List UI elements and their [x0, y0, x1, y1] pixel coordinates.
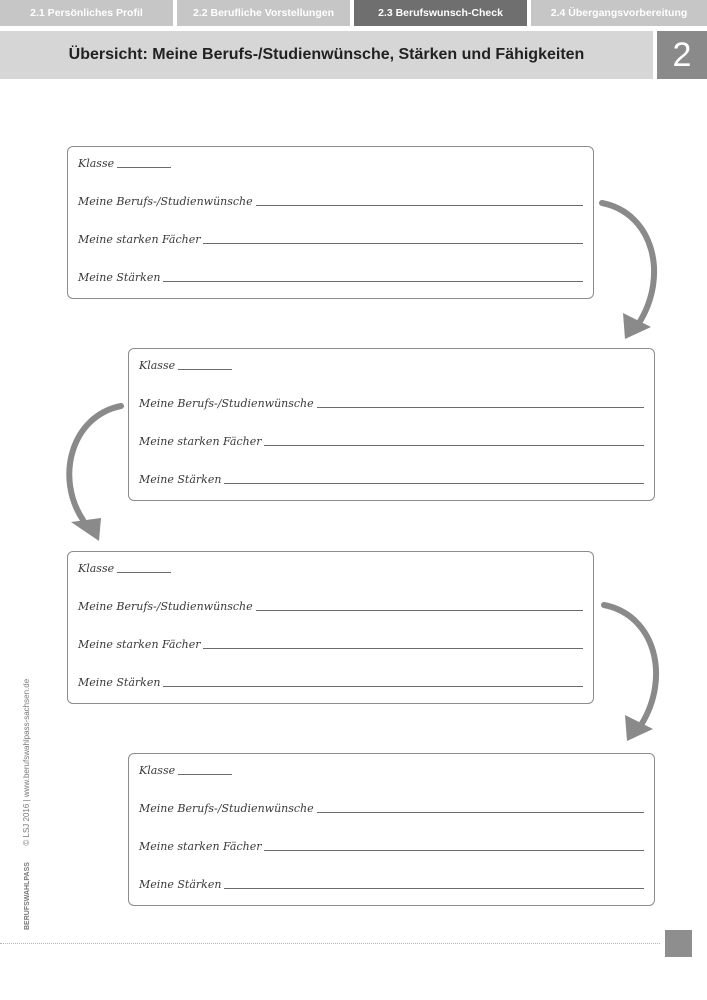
wuensche-row	[139, 397, 644, 410]
klasse-row	[139, 359, 232, 372]
staerken-field[interactable]	[163, 281, 583, 282]
tab-persoenliches-profil[interactable]: 2.1 Persönliches Profil	[0, 0, 173, 26]
klasse-field[interactable]	[117, 167, 171, 168]
faecher-label: Meine starken Fächer	[139, 840, 262, 853]
form-card-2	[128, 348, 655, 501]
side-footer	[22, 679, 31, 930]
faecher-label: Meine starken Fächer	[78, 233, 201, 246]
klasse-label: Klasse	[139, 359, 176, 372]
staerken-field[interactable]	[224, 483, 644, 484]
staerken-label: Meine Stärken	[139, 878, 222, 891]
separator: |	[22, 799, 31, 802]
wuensche-row	[139, 802, 644, 815]
wuensche-field[interactable]	[256, 610, 583, 611]
faecher-label: Meine starken Fächer	[78, 638, 201, 651]
form-card-3	[67, 551, 594, 704]
chapter-number: 2	[657, 31, 707, 79]
wuensche-field[interactable]	[256, 205, 583, 206]
staerken-row	[78, 676, 583, 689]
faecher-label: Meine starken Fächer	[139, 435, 262, 448]
staerken-field[interactable]	[224, 888, 644, 889]
klasse-row	[139, 764, 232, 777]
staerken-field[interactable]	[163, 686, 583, 687]
staerken-row	[139, 878, 644, 891]
wuensche-label: Meine Berufs-/Studienwünsche	[139, 397, 314, 410]
tab-berufswunsch-check[interactable]: 2.3 Berufswunsch-Check	[354, 0, 527, 26]
wuensche-row	[78, 195, 583, 208]
klasse-field[interactable]	[117, 572, 171, 573]
title-bar	[0, 31, 653, 79]
klasse-row	[78, 562, 171, 575]
staerken-label: Meine Stärken	[78, 271, 161, 284]
faecher-field[interactable]	[264, 850, 644, 851]
wuensche-field[interactable]	[317, 407, 644, 408]
faecher-field[interactable]	[203, 648, 583, 649]
tab-berufliche-vorstellungen[interactable]: 2.2 Berufliche Vorstellungen	[177, 0, 350, 26]
page-marker	[665, 930, 692, 957]
staerken-row	[139, 473, 644, 486]
klasse-label: Klasse	[78, 157, 115, 170]
wuensche-label: Meine Berufs-/Studienwünsche	[78, 195, 253, 208]
wuensche-field[interactable]	[317, 812, 644, 813]
faecher-field[interactable]	[203, 243, 583, 244]
curved-arrow-right-2	[597, 597, 672, 747]
wuensche-row	[78, 600, 583, 613]
klasse-label: Klasse	[139, 764, 176, 777]
klasse-label: Klasse	[78, 562, 115, 575]
brand-logo: BERUFSWAHLPASS	[24, 862, 31, 930]
faecher-row	[78, 233, 583, 246]
staerken-row	[78, 271, 583, 284]
klasse-row	[78, 157, 171, 170]
form-card-4	[128, 753, 655, 906]
footer-divider	[0, 943, 660, 944]
klasse-field[interactable]	[178, 774, 232, 775]
faecher-field[interactable]	[264, 445, 644, 446]
klasse-field[interactable]	[178, 369, 232, 370]
curved-arrow-left	[55, 398, 130, 548]
faecher-row	[139, 435, 644, 448]
tab-uebergangsvorbereitung[interactable]: 2.4 Übergangsvorbereitung	[531, 0, 707, 26]
curved-arrow-right-1	[595, 195, 670, 345]
wuensche-label: Meine Berufs-/Studienwünsche	[139, 802, 314, 815]
website-link[interactable]: www.berufswahlpass-sachsen.de	[22, 678, 31, 798]
form-card-1	[67, 146, 594, 299]
staerken-label: Meine Stärken	[139, 473, 222, 486]
faecher-row	[78, 638, 583, 651]
staerken-label: Meine Stärken	[78, 676, 161, 689]
copyright-text: © LSJ 2016	[22, 803, 31, 846]
tab-bar	[0, 0, 707, 26]
page-title: Übersicht: Meine Berufs-/Studienwünsche, Stärken und Fähigkeiten	[68, 46, 585, 63]
wuensche-label: Meine Berufs-/Studienwünsche	[78, 600, 253, 613]
faecher-row	[139, 840, 644, 853]
